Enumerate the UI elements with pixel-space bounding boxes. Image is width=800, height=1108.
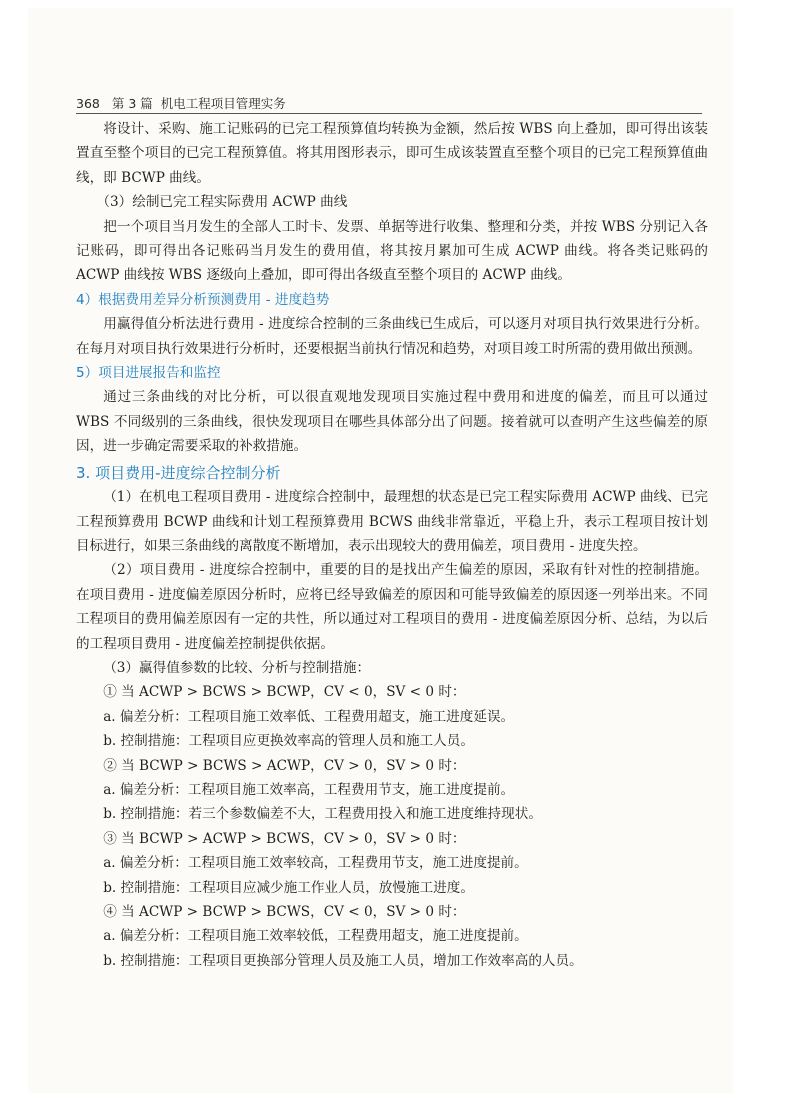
running-header: [76, 94, 715, 112]
header-rule: [76, 113, 702, 114]
paragraph-ideal-state: （1）在机电工程项目费用 - 进度综合控制中，最理想的状态是已完工程实际费用 ACWP 曲线、已完工程预算费用 BCWP 曲线和计划工程预算费用 BCWS 曲线非常靠近，平稳上升，表示工程项目按计划目标进行，如果三条曲线的离散度不断增加，表示出现较大的费用偏差，项目费用 - 进度失控。: [76, 489, 708, 554]
paragraph-acwp: 把一个项目当月发生的全部人工时卡、发票、单据等进行收集、整理和分类，并按 WBS 分别记入各记账码，即可得出各记账码当月发生的费用值，将其按月累加可生成 ACWP 曲线。将各类记账码的 ACWP 曲线按 WBS 逐级向上叠加，即可得出各级直至整个项目的 ACWP 曲线。: [76, 218, 708, 284]
case-4: [76, 900, 708, 973]
part-title: 机电工程项目管理实务: [160, 96, 286, 111]
page-number: 368: [76, 96, 100, 111]
case-1: [76, 680, 708, 753]
paragraph-deviation-causes: （2）项目费用 - 进度综合控制中，重要的目的是找出产生偏差的原因，采取有针对性的控制措施。在项目费用 - 进度偏差原因分析时，应将已经导致偏差的原因和可能导致偏差的原因逐一列举出来。不同工程项目的费用偏差原因有一定的共性，所以通过对工程项目的费用 - 进度偏差原因分析、总结，为以后的工程项目费用 - 进度偏差控制提供依据。: [76, 562, 708, 652]
page-body: [76, 117, 708, 973]
section-heading: 3. 项目费用-进度综合控制分析: [76, 463, 281, 482]
case-3: [76, 827, 708, 900]
case-condition: ① 当 ACWP > BCWS > BCWP，CV < 0，SV < 0 时：: [103, 684, 466, 701]
case-measure: b. 控制措施：工程项目更换部分管理人员及施工人员，增加工作效率高的人员。: [103, 952, 583, 969]
paragraph-parameters: （3）赢得值参数的比较、分析与控制措施：: [103, 659, 371, 676]
case-measure: b. 控制措施：工程项目应更换效率高的管理人员和施工人员。: [103, 733, 474, 750]
case-condition: ④ 当 ACWP > BCWP > BCWS，CV < 0，SV > 0 时：: [103, 904, 466, 920]
case-analysis: a. 偏差分析：工程项目施工效率高，工程费用节支，施工进度提前。: [103, 781, 515, 798]
case-analysis: a. 偏差分析：工程项目施工效率较高，工程费用节支，施工进度提前。: [103, 855, 528, 872]
case-measure: b. 控制措施：若三个参数偏差不大，工程费用投入和施工进度维持现状。: [103, 806, 542, 823]
heading-report: 5）项目进展报告和监控: [76, 365, 221, 382]
case-analysis: a. 偏差分析：工程项目施工效率较低，工程费用超支，施工进度提前。: [103, 928, 528, 945]
part-label: 第 3 篇: [111, 96, 153, 111]
paragraph-forecast: 用赢得值分析法进行费用 - 进度综合控制的三条曲线已生成后，可以逐月对项目执行效果进行分析。在每月对项目执行效果进行分析时，还要根据当前执行情况和趋势，对项目竣工时所需的费用做出预测。: [76, 316, 708, 357]
case-condition: ③ 当 BCWP > ACWP > BCWS，CV > 0，SV > 0 时：: [103, 830, 466, 847]
paragraph-bcwp: 将设计、采购、施工记账码的已完工程预算值均转换为金额，然后按 WBS 向上叠加，即可得出该装置直至整个项目的已完工程预算值。将其用图形表示，即可生成该装置直至整个项目的已完工程预算值曲线，即 BCWP 曲线。: [76, 121, 708, 186]
paragraph-report: 通过三条曲线的对比分析，可以很直观地发现项目实施过程中费用和进度的偏差，而且可以通过 WBS 不同级别的三条曲线，很快发现项目在哪些具体部分出了问题。接着就可以查明产生这些偏差的原因，进一步确定需要采取的补救措施。: [76, 389, 708, 455]
case-measure: b. 控制措施：工程项目应减少施工作业人员，放慢施工进度。: [103, 879, 474, 896]
subheading-acwp: （3）绘制已完工程实际费用 ACWP 曲线: [96, 194, 348, 211]
heading-forecast: 4）根据费用差异分析预测费用 - 进度趋势: [76, 291, 330, 308]
case-condition: ② 当 BCWP > BCWS > ACWP，CV > 0，SV > 0 时：: [103, 757, 466, 774]
case-2: [76, 754, 708, 827]
case-analysis: a. 偏差分析：工程项目施工效率低、工程费用超支，施工进度延误。: [103, 708, 515, 725]
